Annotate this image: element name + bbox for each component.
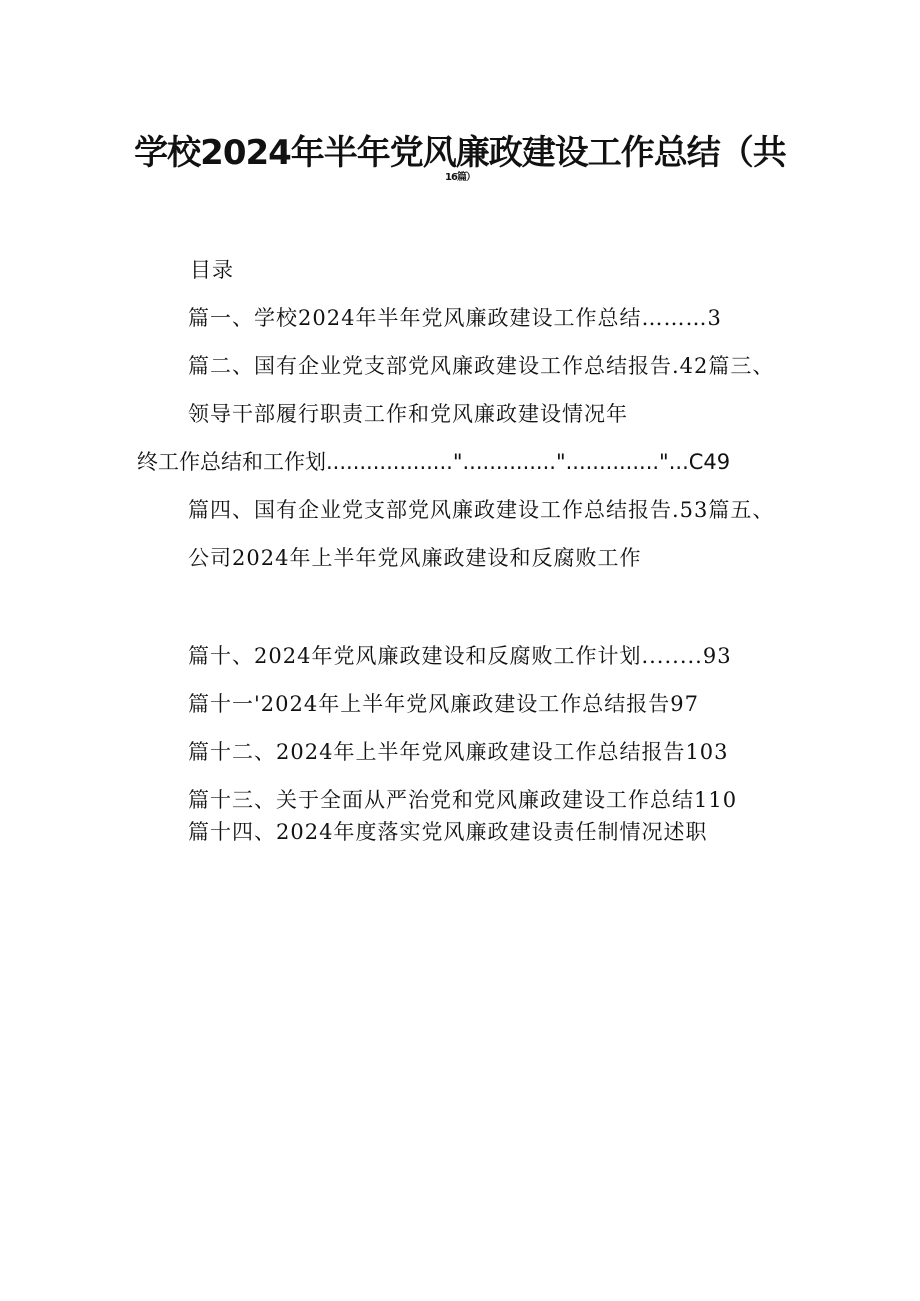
toc-entry-13: 篇十三、关于全面从严治党和党风廉政建设工作总结110 <box>188 788 738 812</box>
toc-entry-11: 篇十一'2024年上半年党风廉政建设工作总结报告97 <box>188 692 699 716</box>
toc-entry-1: 篇一、学校2024年半年党风廉政建设工作总结………3 <box>188 306 722 330</box>
toc-entry-4: 篇四、国有企业党支部党风廉政建设工作总结报告.53篇五、 <box>188 498 775 522</box>
toc-heading: 目录 <box>190 258 234 282</box>
document-title-line-2: 16篇） <box>445 172 475 183</box>
toc-entry-3-continued: 终工作总结和工作划..................."..............".............."...C49 <box>137 450 731 474</box>
toc-entry-2: 篇二、国有企业党支部党风廉政建设工作总结报告.42篇三、 <box>188 354 775 378</box>
toc-entry-10: 篇十、2024年党风廉政建设和反腐败工作计划........93 <box>188 644 732 668</box>
document-title-line-1: 学校2024年半年党风廉政建设工作总结（共 <box>134 133 786 173</box>
toc-entry-14: 篇十四、2024年度落实党风廉政建设责任制情况述职 <box>188 820 708 844</box>
toc-entry-12: 篇十二、2024年上半年党风廉政建设工作总结报告103 <box>188 740 729 764</box>
toc-entry-2-continued: 领导干部履行职责工作和党风廉政建设情况年 <box>188 402 628 426</box>
toc-entry-5-continued: 公司2024年上半年党风廉政建设和反腐败工作 <box>188 546 642 570</box>
